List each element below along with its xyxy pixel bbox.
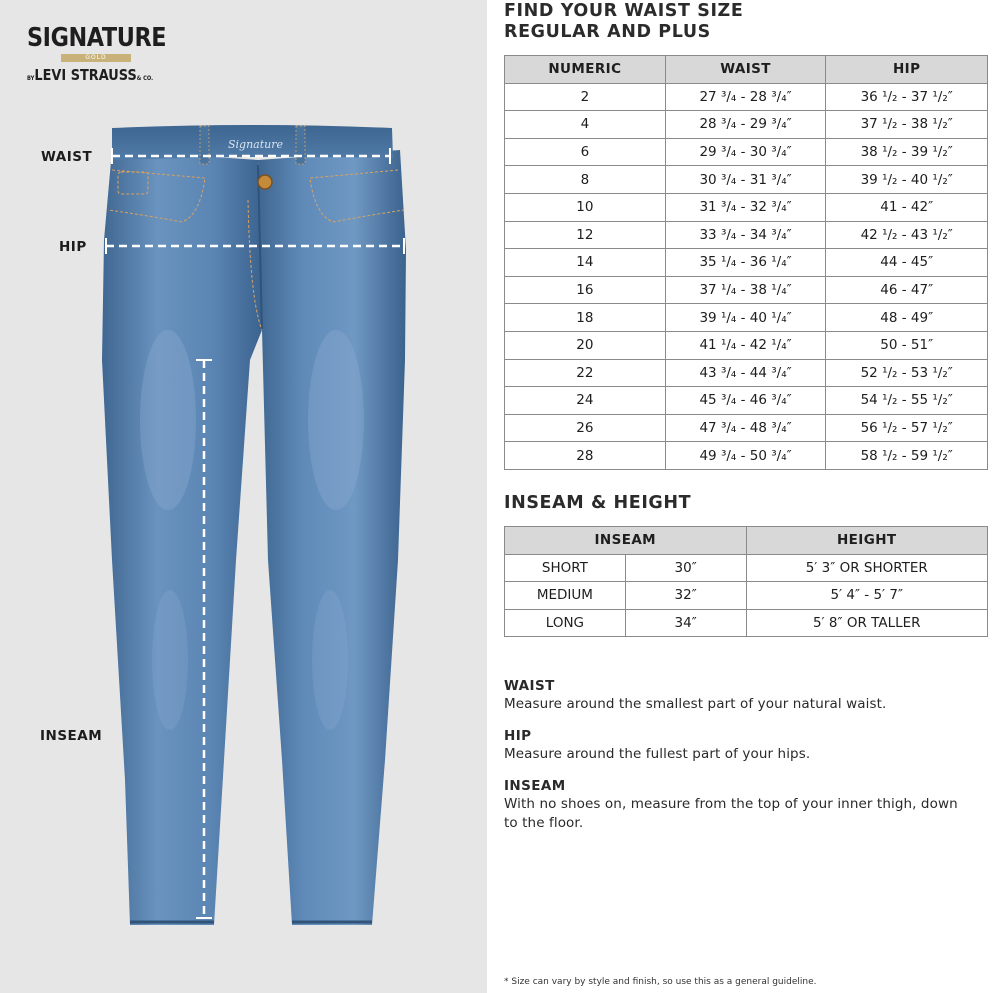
table-row <box>505 414 988 442</box>
inseam-label: INSEAM <box>40 728 103 744</box>
cell-hip: 46 - 47″ <box>826 276 988 304</box>
inseam-height-table <box>504 526 988 637</box>
table-row <box>505 221 988 249</box>
header-hip: HIP <box>826 56 988 84</box>
logo-brand-text: LEVI STRAUSS <box>34 66 137 84</box>
definition-inseam <box>504 778 964 833</box>
definition-text: With no shoes on, measure from the top of your inner thigh, down to the floor. <box>504 796 958 831</box>
cell-hip: 39 ¹/₂ - 40 ¹/₂″ <box>826 166 988 194</box>
cell-numeric: 20 <box>505 331 666 359</box>
cell-waist: 39 ¹/₄ - 40 ¹/₄″ <box>665 304 826 332</box>
table-row <box>505 582 988 610</box>
jeans-button <box>258 175 272 189</box>
cell-numeric: 2 <box>505 83 666 111</box>
inseam-height-title: INSEAM & HEIGHT <box>504 493 692 513</box>
cell-inseam: 34″ <box>625 609 746 637</box>
waist-size-title: FIND YOUR WAIST SIZE <box>504 1 744 21</box>
cell-hip: 38 ¹/₂ - 39 ¹/₂″ <box>826 138 988 166</box>
definition-title: HIP <box>504 728 532 744</box>
size-disclaimer: * Size can vary by style and finish, so use this as a general guideline. <box>504 977 817 987</box>
table-header-row <box>505 56 988 84</box>
table-row <box>505 193 988 221</box>
cell-hip: 44 - 45″ <box>826 249 988 277</box>
jeans-right-leg <box>258 150 406 925</box>
cell-waist: 31 ³/₄ - 32 ³/₄″ <box>665 193 826 221</box>
logo-signature-text: SIGNATURE <box>27 23 167 53</box>
table-row <box>505 554 988 582</box>
cell-waist: 28 ³/₄ - 29 ³/₄″ <box>665 111 826 139</box>
cell-height: 5′ 8″ OR TALLER <box>746 609 988 637</box>
cell-length: LONG <box>505 609 626 637</box>
cell-numeric: 8 <box>505 166 666 194</box>
table-row <box>505 83 988 111</box>
cell-numeric: 18 <box>505 304 666 332</box>
table-header-row <box>505 527 988 555</box>
hip-label: HIP <box>59 239 87 255</box>
cell-waist: 49 ³/₄ - 50 ³/₄″ <box>665 442 826 470</box>
cell-height: 5′ 3″ OR SHORTER <box>746 554 988 582</box>
logo-co-text: & CO. <box>136 75 154 82</box>
definition-title: INSEAM <box>504 778 566 794</box>
cell-hip: 37 ¹/₂ - 38 ¹/₂″ <box>826 111 988 139</box>
cell-waist: 27 ³/₄ - 28 ³/₄″ <box>665 83 826 111</box>
cell-hip: 56 ¹/₂ - 57 ¹/₂″ <box>826 414 988 442</box>
table-row <box>505 138 988 166</box>
cell-hip: 58 ¹/₂ - 59 ¹/₂″ <box>826 442 988 470</box>
cell-length: MEDIUM <box>505 582 626 610</box>
cell-waist: 45 ³/₄ - 46 ³/₄″ <box>665 387 826 415</box>
table-row <box>505 331 988 359</box>
cell-numeric: 24 <box>505 387 666 415</box>
definition-text: Measure around the fullest part of your hips. <box>504 746 811 762</box>
cell-numeric: 26 <box>505 414 666 442</box>
waist-size-subtitle: REGULAR AND PLUS <box>504 22 711 42</box>
header-height: HEIGHT <box>746 527 988 555</box>
definition-text: Measure around the smallest part of your natural waist. <box>504 696 887 712</box>
jeans-left-leg <box>102 150 262 925</box>
cell-numeric: 14 <box>505 249 666 277</box>
table-row <box>505 442 988 470</box>
table-row <box>505 249 988 277</box>
definition-waist <box>504 678 984 714</box>
logo-gold-tag: GOLD <box>61 54 131 62</box>
table-row <box>505 111 988 139</box>
cell-hip: 48 - 49″ <box>826 304 988 332</box>
cell-inseam: 30″ <box>625 554 746 582</box>
cell-numeric: 28 <box>505 442 666 470</box>
size-info-panel <box>487 0 992 993</box>
table-row <box>505 304 988 332</box>
cell-numeric: 6 <box>505 138 666 166</box>
header-waist: WAIST <box>665 56 826 84</box>
cell-hip: 52 ¹/₂ - 53 ¹/₂″ <box>826 359 988 387</box>
waist-size-table <box>504 55 988 470</box>
definition-hip <box>504 728 984 764</box>
logo-by-text: BY <box>27 75 35 82</box>
cell-hip: 42 ¹/₂ - 43 ¹/₂″ <box>826 221 988 249</box>
table-row <box>505 387 988 415</box>
cell-waist: 47 ³/₄ - 48 ³/₄″ <box>665 414 826 442</box>
cell-hip: 36 ¹/₂ - 37 ¹/₂″ <box>826 83 988 111</box>
cell-numeric: 22 <box>505 359 666 387</box>
cell-hip: 41 - 42″ <box>826 193 988 221</box>
waist-label: WAIST <box>41 149 93 165</box>
cell-waist: 41 ¹/₄ - 42 ¹/₄″ <box>665 331 826 359</box>
table-row <box>505 609 988 637</box>
table-row <box>505 166 988 194</box>
cell-waist: 29 ³/₄ - 30 ³/₄″ <box>665 138 826 166</box>
waistband-patch-text: Signature <box>228 138 284 151</box>
cell-waist: 30 ³/₄ - 31 ³/₄″ <box>665 166 826 194</box>
cell-numeric: 10 <box>505 193 666 221</box>
cell-waist: 43 ³/₄ - 44 ³/₄″ <box>665 359 826 387</box>
cell-numeric: 4 <box>505 111 666 139</box>
cell-waist: 35 ¹/₄ - 36 ¹/₄″ <box>665 249 826 277</box>
cell-numeric: 12 <box>505 221 666 249</box>
header-inseam: INSEAM <box>505 527 747 555</box>
cell-numeric: 16 <box>505 276 666 304</box>
table-row <box>505 359 988 387</box>
cell-inseam: 32″ <box>625 582 746 610</box>
cell-length: SHORT <box>505 554 626 582</box>
cell-hip: 54 ¹/₂ - 55 ¹/₂″ <box>826 387 988 415</box>
definition-title: WAIST <box>504 678 555 694</box>
header-numeric: NUMERIC <box>505 56 666 84</box>
cell-waist: 33 ³/₄ - 34 ³/₄″ <box>665 221 826 249</box>
cell-height: 5′ 4″ - 5′ 7″ <box>746 582 988 610</box>
table-row <box>505 276 988 304</box>
cell-hip: 50 - 51″ <box>826 331 988 359</box>
cell-waist: 37 ¹/₄ - 38 ¹/₄″ <box>665 276 826 304</box>
jeans-illustration-panel <box>0 0 487 993</box>
